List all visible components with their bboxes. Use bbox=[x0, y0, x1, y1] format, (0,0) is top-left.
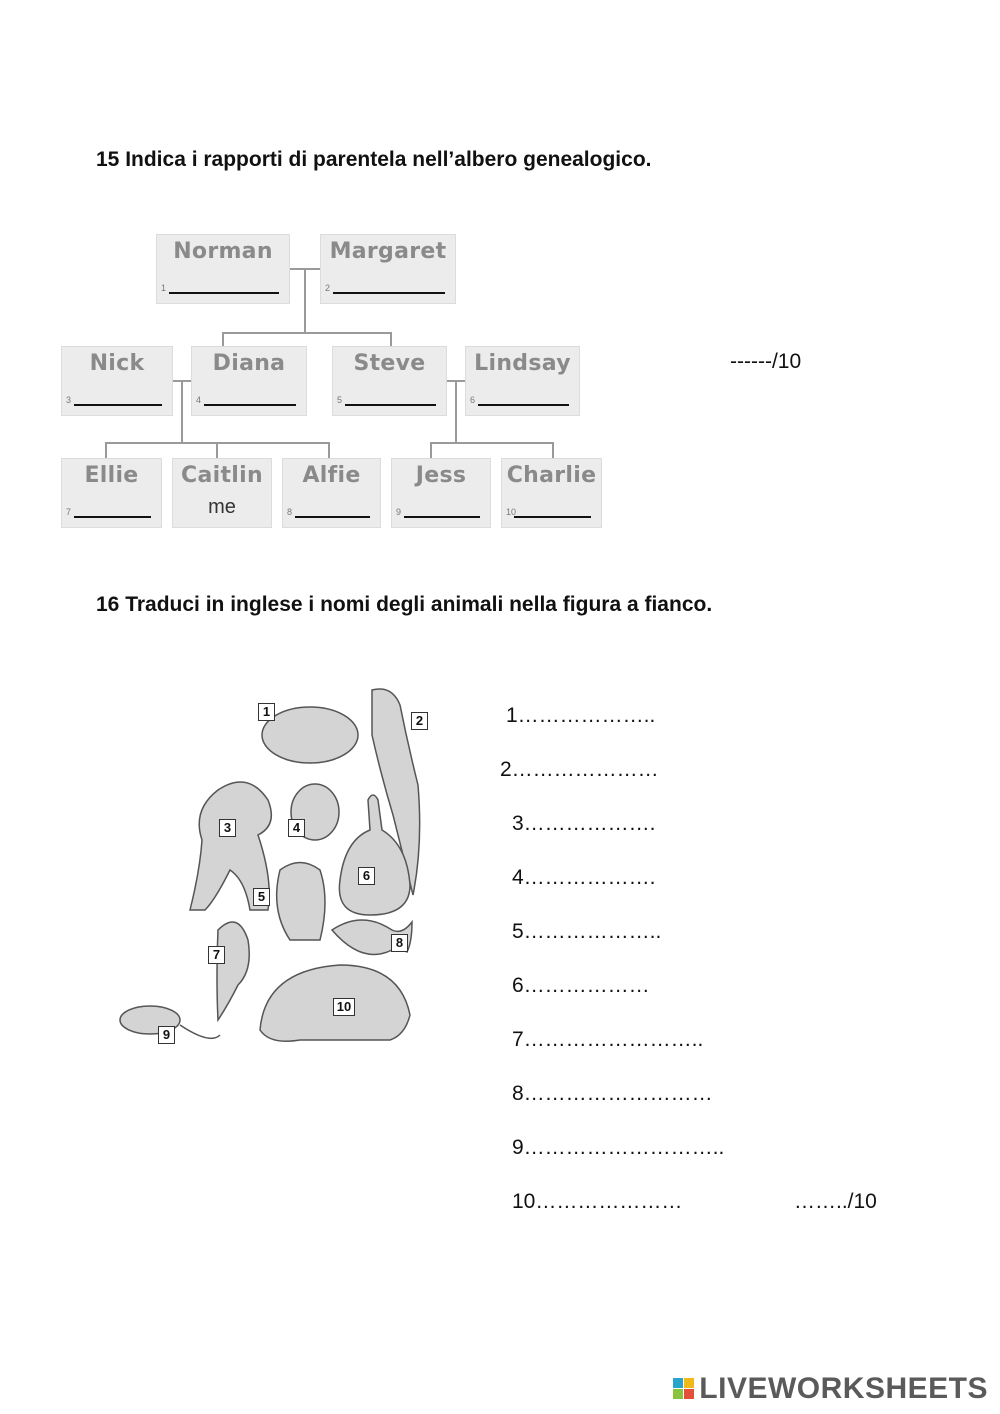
answer-blank[interactable] bbox=[478, 404, 569, 406]
tree-connector bbox=[430, 442, 554, 444]
answer-line-3[interactable]: 3………………. bbox=[512, 812, 656, 835]
answer-line-2[interactable]: 2………………… bbox=[500, 758, 659, 781]
answer-blank[interactable] bbox=[74, 516, 151, 518]
member-number: 9 bbox=[396, 507, 402, 517]
answer-line-4[interactable]: 4………………. bbox=[512, 866, 656, 889]
budgie-drawing bbox=[217, 922, 249, 1020]
tree-connector bbox=[105, 442, 107, 458]
answer-line-5[interactable]: 5……………….. bbox=[512, 920, 662, 943]
member-number: 5 bbox=[337, 395, 343, 405]
member-name: Lindsay bbox=[474, 351, 571, 376]
picture-label-10: 10 bbox=[333, 998, 355, 1016]
tree-connector bbox=[328, 442, 330, 458]
tree-box-ellie bbox=[61, 458, 162, 528]
exercise-15-score[interactable]: ------/10 bbox=[730, 350, 802, 373]
member-name: Caitlin bbox=[181, 463, 263, 488]
answer-line-8[interactable]: 8……………………… bbox=[512, 1082, 713, 1105]
answer-blank[interactable] bbox=[204, 404, 296, 406]
member-number: 4 bbox=[196, 395, 202, 405]
tree-connector bbox=[304, 268, 306, 334]
member-number: 7 bbox=[66, 507, 72, 517]
tree-box-norman bbox=[156, 234, 290, 304]
exercise-16-heading: 16 Traduci in inglese i nomi degli animali nella figura a fianco. bbox=[96, 593, 713, 616]
exercise-15-heading: 15 Indica i rapporti di parentela nell’albero genealogico. bbox=[96, 148, 652, 171]
answer-blank[interactable] bbox=[404, 516, 480, 518]
tree-box-margaret bbox=[320, 234, 456, 304]
tree-connector bbox=[430, 442, 432, 458]
member-number: 2 bbox=[325, 283, 331, 293]
answer-line-9[interactable]: 9……………………….. bbox=[512, 1136, 725, 1159]
answer-line-6[interactable]: 6……………… bbox=[512, 974, 650, 997]
mouse-tail-drawing bbox=[180, 1025, 220, 1038]
member-number: 8 bbox=[287, 507, 293, 517]
tree-connector bbox=[455, 380, 457, 444]
logo-icon bbox=[673, 1378, 695, 1400]
liveworksheets-logo bbox=[673, 1372, 988, 1406]
answer-line-1[interactable]: 1……………….. bbox=[506, 704, 656, 727]
tree-connector bbox=[390, 332, 392, 346]
tree-connector bbox=[216, 442, 218, 458]
logo-text: LIVEWORKSHEETS bbox=[699, 1372, 988, 1405]
picture-label-5-6: 6 bbox=[358, 867, 375, 885]
picture-label-8: 8 bbox=[391, 934, 408, 952]
member-number: 10 bbox=[506, 507, 517, 517]
picture-label-3: 3 bbox=[219, 819, 236, 837]
answer-blank[interactable] bbox=[169, 292, 279, 294]
member-number: 3 bbox=[66, 395, 72, 405]
member-note: me bbox=[208, 496, 236, 518]
member-name: Jess bbox=[415, 463, 467, 488]
tree-box-jess bbox=[391, 458, 491, 528]
member-name: Nick bbox=[89, 351, 145, 376]
exercise-16-score[interactable]: ……../10 bbox=[794, 1190, 877, 1213]
tree-box-nick bbox=[61, 346, 173, 416]
picture-label-9: 9 bbox=[158, 1026, 175, 1044]
tree-box-caitlin bbox=[172, 458, 272, 528]
tree-connector bbox=[222, 332, 224, 346]
tree-box-lindsay bbox=[465, 346, 580, 416]
tree-box-alfie bbox=[282, 458, 381, 528]
member-name: Margaret bbox=[329, 239, 447, 264]
answer-blank[interactable] bbox=[345, 404, 436, 406]
member-number: 6 bbox=[470, 395, 476, 405]
tree-connector bbox=[181, 380, 183, 444]
picture-label-7: 7 bbox=[208, 946, 225, 964]
member-name: Norman bbox=[173, 239, 273, 264]
animals-picture bbox=[110, 680, 440, 1065]
member-name: Alfie bbox=[302, 463, 361, 488]
picture-label-4: 4 bbox=[288, 819, 305, 837]
animals-illustration bbox=[110, 680, 440, 1065]
cat-drawing bbox=[277, 863, 325, 941]
tree-box-diana bbox=[191, 346, 307, 416]
answer-line-10[interactable]: 10………………… bbox=[512, 1190, 683, 1213]
tree-box-steve bbox=[332, 346, 447, 416]
answer-blank[interactable] bbox=[514, 516, 591, 518]
member-number: 1 bbox=[161, 283, 167, 293]
picture-label-2: 2 bbox=[411, 712, 428, 730]
picture-label-5: 5 bbox=[253, 888, 270, 906]
tree-connector bbox=[552, 442, 554, 458]
answer-blank[interactable] bbox=[295, 516, 370, 518]
tree-box-charlie bbox=[501, 458, 602, 528]
member-name: Charlie bbox=[506, 463, 597, 488]
answer-line-7[interactable]: 7…………………….. bbox=[512, 1028, 704, 1051]
member-name: Steve bbox=[353, 351, 426, 376]
member-name: Ellie bbox=[84, 463, 139, 488]
answer-blank[interactable] bbox=[74, 404, 162, 406]
member-name: Diana bbox=[212, 351, 286, 376]
tree-connector bbox=[222, 332, 392, 334]
answer-blank[interactable] bbox=[333, 292, 445, 294]
guinea-pig-drawing bbox=[262, 707, 358, 763]
picture-label-1: 1 bbox=[258, 703, 275, 721]
